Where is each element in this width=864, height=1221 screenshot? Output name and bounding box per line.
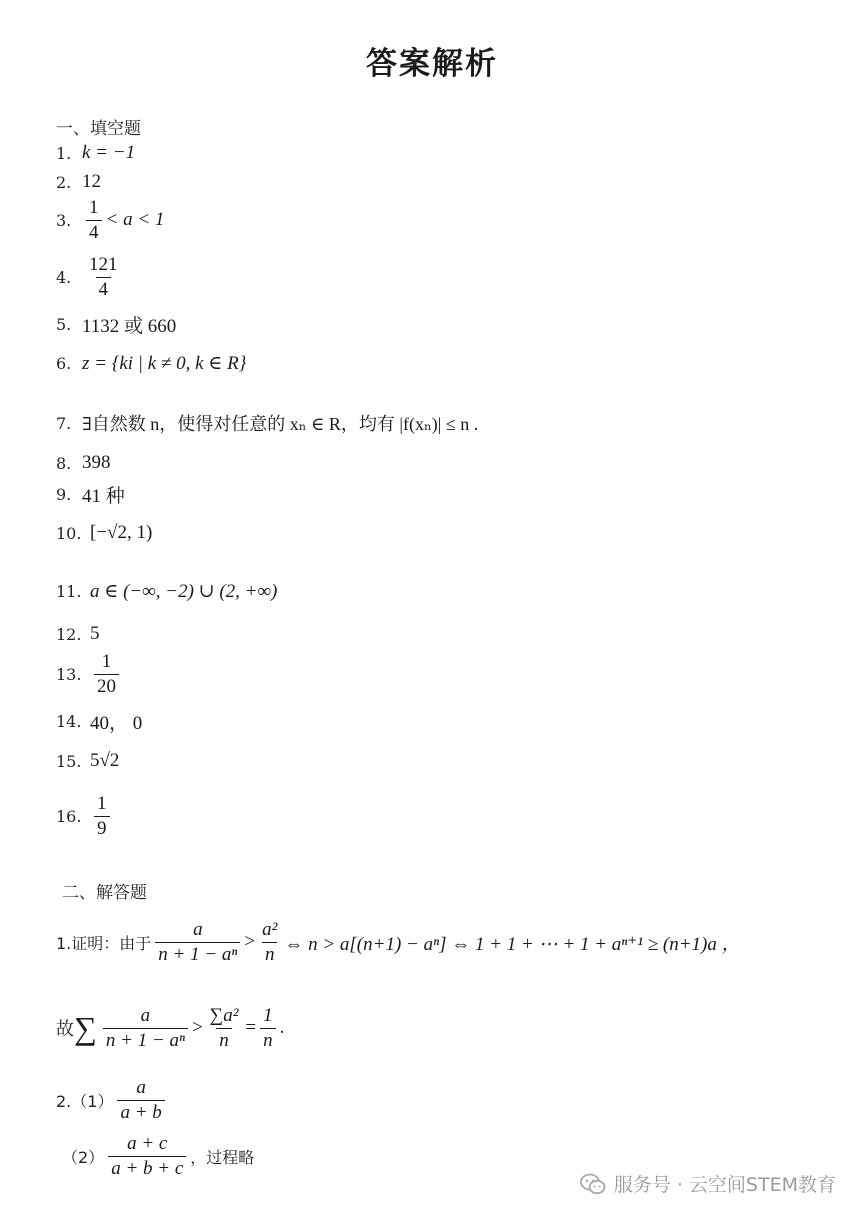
answer-item-14 [56, 708, 142, 735]
watermark [580, 1170, 836, 1197]
page-title: 答案解析 [366, 46, 498, 82]
item-number: 15. [56, 751, 82, 771]
proof-conclusion-prefix: 故 [56, 1019, 74, 1041]
fraction [94, 794, 110, 839]
section-fill-in-blank: 一、填空题 [56, 119, 141, 139]
fraction [207, 1006, 242, 1051]
item-number: 4. [56, 267, 72, 287]
math-operator: > [191, 1017, 203, 1039]
fraction-denominator: n + 1 − aⁿ [155, 942, 240, 965]
fraction [86, 198, 102, 243]
fraction-denominator: n [260, 1028, 276, 1051]
question-2-part-2 [62, 1134, 254, 1179]
answer-item-15 [56, 750, 119, 772]
math-operator: = [245, 1017, 257, 1039]
watermark-text: 服务号 · 云空间STEM教育 [613, 1174, 836, 1196]
item-number: 11. [56, 582, 82, 601]
question-2-part-1 [56, 1078, 169, 1123]
answer-item-9 [56, 481, 125, 508]
proof-1-line-1 [56, 920, 741, 965]
item-number: 10. [56, 523, 82, 543]
section-solutions: 二、解答题 [62, 883, 147, 903]
fraction-denominator: 4 [86, 220, 102, 243]
proof-chain: ⇔ n > a[(n+1) − aⁿ] ⇔ 1 + 1 + ⋯ + 1 + aⁿ⁺¹ ≥ (n+1)a ， [284, 933, 741, 955]
item-answer: 40， 0 [90, 713, 143, 734]
item-number: 14. [56, 712, 82, 731]
fraction-numerator: 1 [263, 1005, 273, 1026]
fraction-numerator: a [193, 919, 203, 940]
answer-item-4 [56, 255, 125, 300]
item-answer: 5√2 [90, 750, 120, 771]
item-answer: a ∈ (−∞, −2) ∪ (2, +∞) [90, 581, 278, 602]
item-answer: [−√2, 1) [90, 522, 153, 543]
answer-item-1 [56, 142, 135, 164]
item-answer: ∃自然数 n，使得对任意的 xₙ ∈ R，均有 |f(xₙ)| ≤ n . [82, 414, 479, 434]
fraction [259, 920, 280, 965]
fraction [86, 255, 121, 300]
fraction-denominator: n [216, 1028, 232, 1051]
fraction-numerator: 121 [89, 254, 118, 275]
wechat-icon [580, 1173, 606, 1195]
item-answer: 5 [90, 623, 100, 644]
fraction-numerator: 1 [97, 793, 107, 814]
part-label: （2） [62, 1147, 105, 1167]
answer-item-13 [56, 652, 123, 697]
answer-item-7 [56, 410, 478, 436]
item-answer: 398 [82, 452, 111, 473]
fraction [108, 1134, 186, 1179]
answer-item-16 [56, 794, 114, 839]
fraction-denominator: n [262, 942, 278, 965]
answer-item-3 [56, 198, 164, 243]
fraction-numerator: a + c [127, 1133, 168, 1154]
math-period: . [279, 1017, 285, 1039]
sum-symbol: ∑ [74, 1010, 97, 1047]
answer-item-5 [56, 311, 176, 338]
item-answer: k = −1 [82, 142, 136, 163]
item-number: 3. [56, 210, 72, 230]
item-number: 1. [56, 143, 72, 163]
fraction [94, 652, 119, 697]
item-number: 8. [56, 453, 72, 473]
fraction-denominator: n + 1 − aⁿ [103, 1028, 188, 1051]
proof-prefix: 1.证明：由于 [56, 933, 152, 953]
answer-item-2 [56, 171, 101, 193]
fraction [155, 920, 240, 965]
item-number: 7. [56, 413, 72, 433]
fraction-numerator: 1 [101, 651, 112, 672]
item-number: 6. [56, 354, 72, 373]
item-number: 13. [56, 664, 82, 684]
item-number: 12. [56, 624, 82, 644]
answer-item-12 [56, 623, 100, 645]
answer-item-6 [56, 352, 246, 375]
fraction-denominator: 20 [94, 674, 119, 697]
fraction [260, 1006, 276, 1051]
fraction [117, 1078, 164, 1123]
answer-item-10 [56, 522, 152, 544]
item-answer: 12 [82, 171, 101, 192]
fraction-denominator: a + b [117, 1100, 164, 1123]
fraction-numerator: 1 [89, 197, 99, 218]
fraction-numerator: a² [262, 919, 278, 940]
answer-item-8 [56, 452, 111, 474]
part-suffix: ，过程略 [190, 1147, 255, 1167]
math-operator: > [244, 931, 256, 953]
fraction-denominator: 4 [96, 277, 112, 300]
item-answer: < a < 1 [105, 209, 165, 231]
answer-item-11 [56, 580, 277, 603]
item-answer: 41 种 [82, 486, 125, 507]
fraction-numerator: a [136, 1077, 146, 1098]
item-number: 9. [56, 485, 72, 504]
fraction-numerator: ∑a² [209, 1005, 239, 1026]
item-answer: 1132 或 660 [82, 316, 177, 337]
fraction-denominator: 9 [94, 816, 110, 839]
proof-1-line-2 [56, 1006, 284, 1051]
fraction [103, 1006, 188, 1051]
part-label: 2.（1） [56, 1091, 114, 1111]
item-answer: z = {ki | k ≠ 0, k ∈ R} [82, 353, 247, 374]
fraction-numerator: a [140, 1005, 151, 1026]
item-number: 2. [56, 172, 72, 192]
item-number: 5. [56, 315, 72, 334]
item-number: 16. [56, 806, 82, 826]
fraction-denominator: a + b + c [108, 1156, 186, 1179]
